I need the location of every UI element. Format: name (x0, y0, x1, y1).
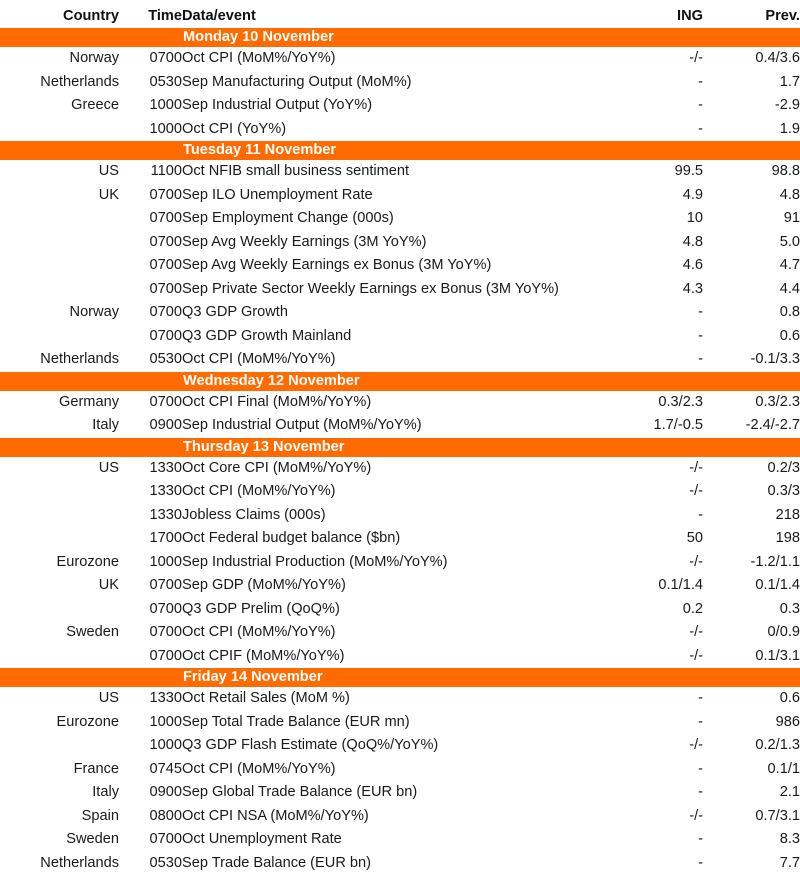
event-time: 0700 (119, 301, 182, 325)
event-description: Jobless Claims (000s) (182, 504, 608, 528)
event-time: 0530 (119, 852, 182, 875)
table-row (0, 480, 800, 504)
event-previous-value: 986 (703, 711, 800, 735)
event-country: Italy (0, 414, 119, 438)
table-row (0, 71, 800, 95)
event-country (0, 207, 119, 231)
table-row (0, 711, 800, 735)
table-row (0, 781, 800, 805)
event-description: Q3 GDP Prelim (QoQ%) (182, 598, 608, 622)
event-ing-forecast: - (608, 71, 703, 95)
event-country: Netherlands (0, 348, 119, 372)
event-time: 1000 (119, 118, 182, 142)
event-description: Oct Core CPI (MoM%/YoY%) (182, 457, 608, 481)
column-header-event: Data/event (182, 0, 608, 28)
event-country: UK (0, 574, 119, 598)
event-country: Sweden (0, 621, 119, 645)
event-country (0, 325, 119, 349)
event-ing-forecast: - (608, 758, 703, 782)
event-ing-forecast: -/- (608, 457, 703, 481)
event-country (0, 480, 119, 504)
event-ing-forecast: 99.5 (608, 160, 703, 184)
event-description: Q3 GDP Growth Mainland (182, 325, 608, 349)
event-previous-value: 4.7 (703, 254, 800, 278)
event-country (0, 118, 119, 142)
event-ing-forecast: -/- (608, 805, 703, 829)
event-country (0, 231, 119, 255)
event-ing-forecast: 0.1/1.4 (608, 574, 703, 598)
event-time: 0700 (119, 184, 182, 208)
event-time: 1330 (119, 687, 182, 711)
event-ing-forecast: - (608, 687, 703, 711)
event-previous-value: 0.6 (703, 687, 800, 711)
table-row (0, 184, 800, 208)
event-country: Netherlands (0, 71, 119, 95)
event-time: 0900 (119, 781, 182, 805)
event-country: Germany (0, 391, 119, 415)
event-previous-value: -2.4/-2.7 (703, 414, 800, 438)
event-previous-value: 0.3 (703, 598, 800, 622)
event-ing-forecast: -/- (608, 551, 703, 575)
table-row (0, 457, 800, 481)
table-row (0, 231, 800, 255)
event-description: Sep Avg Weekly Earnings ex Bonus (3M YoY%) (182, 254, 608, 278)
table-row (0, 301, 800, 325)
event-description: Sep ILO Unemployment Rate (182, 184, 608, 208)
header-row (0, 0, 800, 28)
event-time: 0700 (119, 47, 182, 71)
event-description: Sep Global Trade Balance (EUR bn) (182, 781, 608, 805)
event-previous-value: 2.1 (703, 781, 800, 805)
event-country (0, 734, 119, 758)
event-previous-value: 0.1/3.1 (703, 645, 800, 669)
event-previous-value: 0.1/1 (703, 758, 800, 782)
table-row (0, 687, 800, 711)
event-ing-forecast: - (608, 325, 703, 349)
event-ing-forecast: 4.3 (608, 278, 703, 302)
event-country: France (0, 758, 119, 782)
event-country: US (0, 160, 119, 184)
event-ing-forecast: 1.7/-0.5 (608, 414, 703, 438)
event-previous-value: 0.7/3.1 (703, 805, 800, 829)
event-previous-value: 0.6 (703, 325, 800, 349)
event-time: 1330 (119, 504, 182, 528)
table-row (0, 207, 800, 231)
event-time: 0700 (119, 621, 182, 645)
table-row (0, 852, 800, 875)
event-ing-forecast: -/- (608, 47, 703, 71)
event-description: Oct CPI (MoM%/YoY%) (182, 480, 608, 504)
column-header-time: Time (119, 0, 182, 28)
table-row (0, 254, 800, 278)
table-header (0, 0, 800, 28)
event-time: 1330 (119, 457, 182, 481)
event-time: 1000 (119, 551, 182, 575)
event-time: 0700 (119, 325, 182, 349)
day-header-label: Friday 14 November (182, 668, 800, 687)
event-time: 1700 (119, 527, 182, 551)
event-previous-value: 0.8 (703, 301, 800, 325)
event-country: US (0, 457, 119, 481)
table-row (0, 348, 800, 372)
day-header-spacer (0, 28, 182, 47)
table-row (0, 551, 800, 575)
table-row (0, 574, 800, 598)
event-ing-forecast: - (608, 711, 703, 735)
table-row (0, 118, 800, 142)
event-country: Eurozone (0, 551, 119, 575)
table-body (0, 28, 800, 875)
table-row (0, 160, 800, 184)
table-row (0, 325, 800, 349)
event-time: 1000 (119, 711, 182, 735)
event-ing-forecast: - (608, 852, 703, 875)
day-header-row (0, 668, 800, 687)
event-description: Sep Industrial Output (YoY%) (182, 94, 608, 118)
event-country: Norway (0, 301, 119, 325)
event-description: Sep Employment Change (000s) (182, 207, 608, 231)
event-ing-forecast: - (608, 301, 703, 325)
day-header-row (0, 438, 800, 457)
event-description: Q3 GDP Growth (182, 301, 608, 325)
event-time: 1000 (119, 734, 182, 758)
event-description: Oct CPIF (MoM%/YoY%) (182, 645, 608, 669)
event-time: 0700 (119, 278, 182, 302)
event-ing-forecast: - (608, 348, 703, 372)
event-time: 0700 (119, 574, 182, 598)
event-country (0, 278, 119, 302)
table-row (0, 598, 800, 622)
event-previous-value: -2.9 (703, 94, 800, 118)
event-previous-value: 0.3/2.3 (703, 391, 800, 415)
table-row (0, 828, 800, 852)
column-header-country: Country (0, 0, 119, 28)
day-header-row (0, 28, 800, 47)
event-time: 0700 (119, 231, 182, 255)
event-previous-value: 1.7 (703, 71, 800, 95)
day-header-spacer (0, 438, 182, 457)
table-row (0, 94, 800, 118)
event-description: Sep Manufacturing Output (MoM%) (182, 71, 608, 95)
table-row (0, 805, 800, 829)
event-ing-forecast: 10 (608, 207, 703, 231)
event-ing-forecast: 50 (608, 527, 703, 551)
event-ing-forecast: - (608, 94, 703, 118)
event-country: US (0, 687, 119, 711)
event-description: Sep Trade Balance (EUR bn) (182, 852, 608, 875)
event-previous-value: 0.4/3.6 (703, 47, 800, 71)
event-description: Oct Retail Sales (MoM %) (182, 687, 608, 711)
event-country: Spain (0, 805, 119, 829)
event-country: Netherlands (0, 852, 119, 875)
event-previous-value: -0.1/3.3 (703, 348, 800, 372)
event-description: Sep Industrial Production (MoM%/YoY%) (182, 551, 608, 575)
column-header-ing: ING (608, 0, 703, 28)
event-country (0, 645, 119, 669)
event-previous-value: 91 (703, 207, 800, 231)
event-time: 1100 (119, 160, 182, 184)
table-row (0, 504, 800, 528)
event-previous-value: 98.8 (703, 160, 800, 184)
event-ing-forecast: - (608, 504, 703, 528)
event-ing-forecast: 4.8 (608, 231, 703, 255)
event-ing-forecast: 4.9 (608, 184, 703, 208)
event-country: Italy (0, 781, 119, 805)
event-time: 0745 (119, 758, 182, 782)
event-time: 0700 (119, 391, 182, 415)
day-header-label: Thursday 13 November (182, 438, 800, 457)
event-ing-forecast: 4.6 (608, 254, 703, 278)
event-previous-value: 0/0.9 (703, 621, 800, 645)
event-time: 1330 (119, 480, 182, 504)
event-description: Sep GDP (MoM%/YoY%) (182, 574, 608, 598)
event-time: 0700 (119, 645, 182, 669)
event-ing-forecast: - (608, 781, 703, 805)
day-header-spacer (0, 372, 182, 391)
event-time: 0700 (119, 598, 182, 622)
column-header-prev: Prev. (703, 0, 800, 28)
event-description: Oct CPI (MoM%/YoY%) (182, 621, 608, 645)
event-country: Greece (0, 94, 119, 118)
event-ing-forecast: -/- (608, 734, 703, 758)
event-ing-forecast: 0.2 (608, 598, 703, 622)
table-row (0, 527, 800, 551)
event-previous-value: 198 (703, 527, 800, 551)
event-description: Sep Industrial Output (MoM%/YoY%) (182, 414, 608, 438)
event-ing-forecast: -/- (608, 621, 703, 645)
event-country (0, 254, 119, 278)
event-previous-value: 218 (703, 504, 800, 528)
table-row (0, 278, 800, 302)
event-description: Oct CPI NSA (MoM%/YoY%) (182, 805, 608, 829)
event-previous-value: 0.2/3 (703, 457, 800, 481)
event-time: 1000 (119, 94, 182, 118)
table-row (0, 758, 800, 782)
event-description: Oct CPI (MoM%/YoY%) (182, 348, 608, 372)
event-ing-forecast: -/- (608, 480, 703, 504)
event-description: Oct CPI (YoY%) (182, 118, 608, 142)
table-row (0, 414, 800, 438)
event-ing-forecast: - (608, 828, 703, 852)
event-previous-value: 0.3/3 (703, 480, 800, 504)
event-description: Oct CPI (MoM%/YoY%) (182, 47, 608, 71)
day-header-label: Monday 10 November (182, 28, 800, 47)
event-country: Sweden (0, 828, 119, 852)
event-time: 0530 (119, 71, 182, 95)
event-previous-value: 0.1/1.4 (703, 574, 800, 598)
event-time: 0700 (119, 207, 182, 231)
table-row (0, 645, 800, 669)
event-country: Eurozone (0, 711, 119, 735)
event-previous-value: 1.9 (703, 118, 800, 142)
event-previous-value: 0.2/1.3 (703, 734, 800, 758)
table-row (0, 47, 800, 71)
event-previous-value: 8.3 (703, 828, 800, 852)
event-description: Oct CPI (MoM%/YoY%) (182, 758, 608, 782)
event-country (0, 504, 119, 528)
event-description: Oct Federal budget balance ($bn) (182, 527, 608, 551)
event-description: Sep Avg Weekly Earnings (3M YoY%) (182, 231, 608, 255)
event-previous-value: -1.2/1.1 (703, 551, 800, 575)
event-description: Oct NFIB small business sentiment (182, 160, 608, 184)
event-description: Sep Total Trade Balance (EUR mn) (182, 711, 608, 735)
event-previous-value: 4.4 (703, 278, 800, 302)
table-row (0, 734, 800, 758)
event-description: Oct Unemployment Rate (182, 828, 608, 852)
event-country (0, 527, 119, 551)
event-ing-forecast: 0.3/2.3 (608, 391, 703, 415)
event-time: 0900 (119, 414, 182, 438)
event-country (0, 598, 119, 622)
table-row (0, 621, 800, 645)
event-time: 0800 (119, 805, 182, 829)
day-header-row (0, 141, 800, 160)
event-time: 0700 (119, 828, 182, 852)
event-country: UK (0, 184, 119, 208)
event-previous-value: 7.7 (703, 852, 800, 875)
event-description: Sep Private Sector Weekly Earnings ex Bonus (3M YoY%) (182, 278, 608, 302)
event-country: Norway (0, 47, 119, 71)
event-description: Q3 GDP Flash Estimate (QoQ%/YoY%) (182, 734, 608, 758)
event-time: 0530 (119, 348, 182, 372)
event-ing-forecast: -/- (608, 645, 703, 669)
event-previous-value: 4.8 (703, 184, 800, 208)
day-header-spacer (0, 141, 182, 160)
table-row (0, 391, 800, 415)
event-time: 0700 (119, 254, 182, 278)
event-previous-value: 5.0 (703, 231, 800, 255)
day-header-spacer (0, 668, 182, 687)
event-description: Oct CPI Final (MoM%/YoY%) (182, 391, 608, 415)
event-ing-forecast: - (608, 118, 703, 142)
day-header-row (0, 372, 800, 391)
day-header-label: Wednesday 12 November (182, 372, 800, 391)
day-header-label: Tuesday 11 November (182, 141, 800, 160)
